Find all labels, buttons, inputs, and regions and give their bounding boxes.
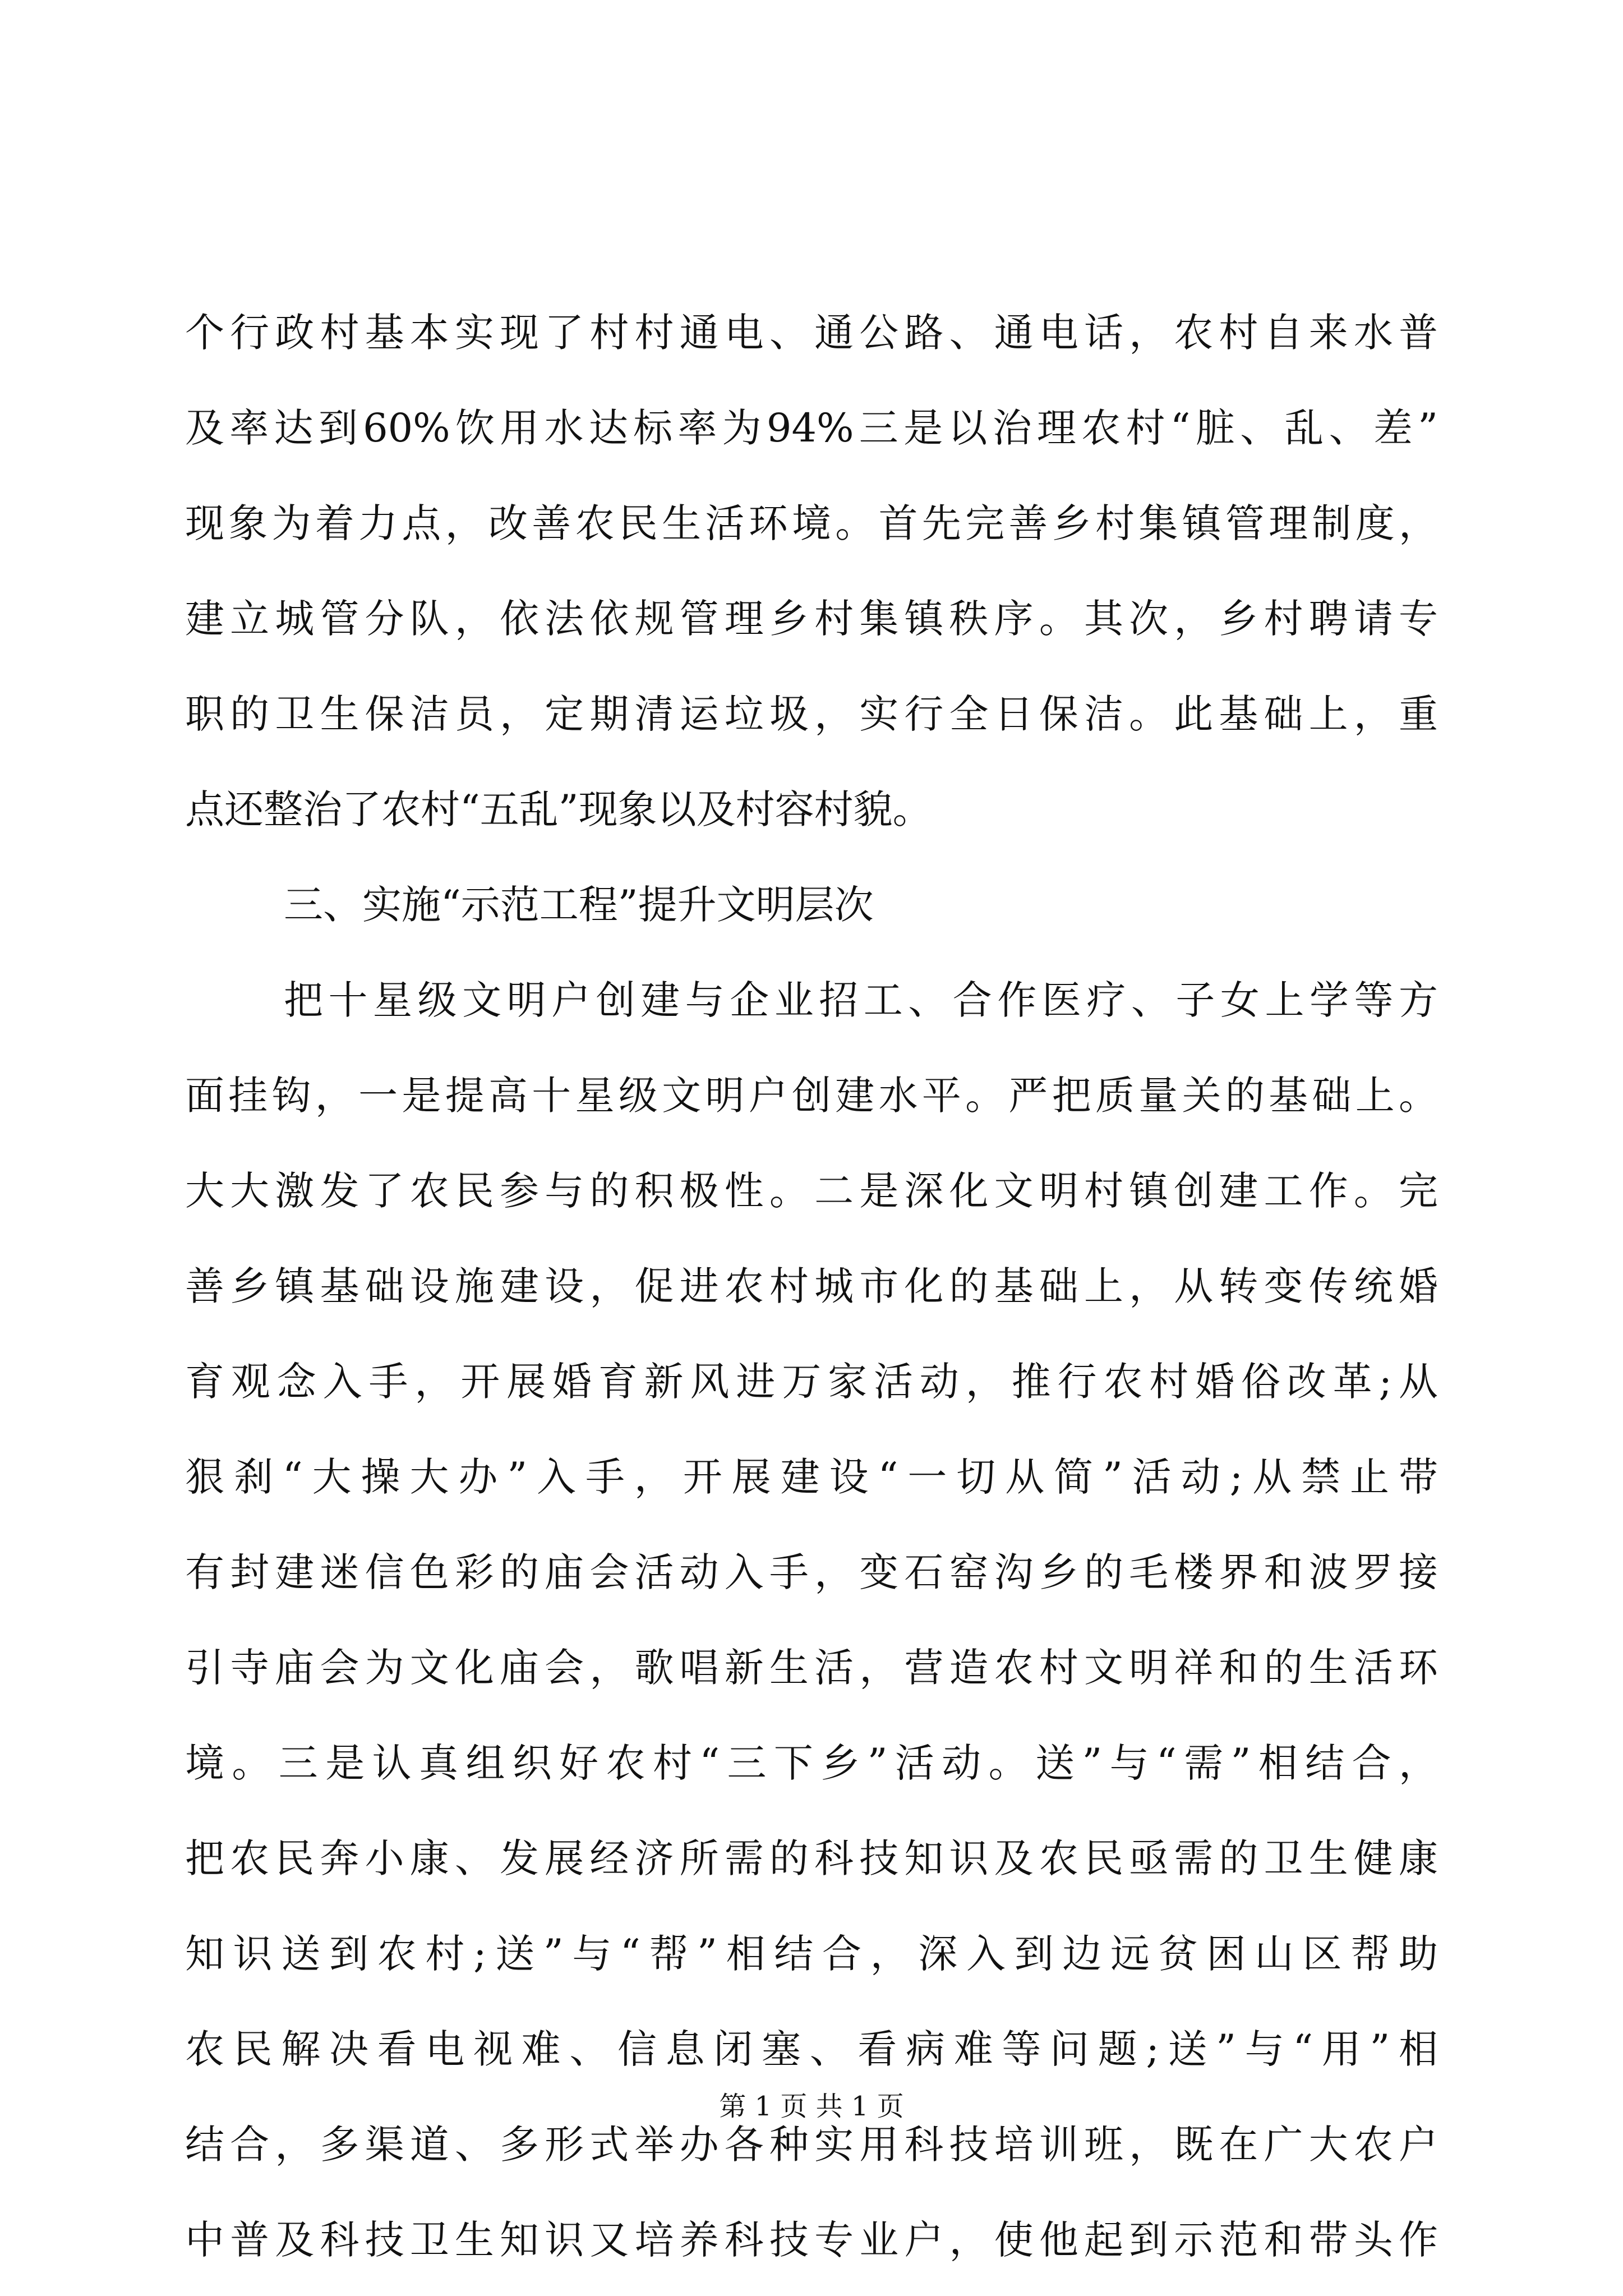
text-line: 育观念入手，开展婚育新风进万家活动，推行农村婚俗改革;从 <box>185 1359 1438 1405</box>
text-line: 把十星级文明户创建与企业招工、合作医疗、子女上学等方 <box>284 977 1438 1023</box>
text-line: 现象为着力点，改善农民生活环境。首先完善乡村集镇管理制度， <box>185 500 1438 546</box>
body-text <box>185 285 1438 2288</box>
text-line: 点还整治了农村“五乱”现象以及村容村貌。 <box>185 786 932 832</box>
page-number: 第 1 页 共 1 页 <box>719 2091 904 2122</box>
text-line: 境。三是认真组织好农村“三下乡”活动。送”与“需”相结合， <box>185 1740 1438 1786</box>
text-line: 大大激发了农民参与的积极性。二是深化文明村镇创建工作。完 <box>185 1168 1438 1214</box>
section-heading: 三、实施“示范工程”提升文明层次 <box>284 882 874 928</box>
text-line: 个行政村基本实现了村村通电、通公路、通电话，农村自来水普 <box>185 310 1438 356</box>
text-line: 农民解决看电视难、信息闭塞、看病难等问题;送”与“用”相 <box>185 2026 1438 2072</box>
text-line: 有封建迷信色彩的庙会活动入手，变石窑沟乡的毛楼界和波罗接 <box>185 1549 1438 1595</box>
text-line: 及率达到60%饮用水达标率为94%三是以治理农村“脏、乱、差” <box>185 405 1438 451</box>
text-line: 面挂钩，一是提高十星级文明户创建水平。严把质量关的基础上。 <box>185 1073 1438 1119</box>
text-line: 中普及科技卫生知识又培养科技专业户，使他起到示范和带头作 <box>185 2217 1438 2263</box>
text-line: 狠刹“大操大办”入手，开展建设“一切从简”活动;从禁止带 <box>185 1454 1438 1500</box>
text-line: 结合，多渠道、多形式举办各种实用科技培训班，既在广大农户 <box>185 2122 1438 2168</box>
text-line: 引寺庙会为文化庙会，歌唱新生活，营造农村文明祥和的生活环 <box>185 1645 1438 1691</box>
text-line: 知识送到农村;送”与“帮”相结合，深入到边远贫困山区帮助 <box>185 1931 1438 1977</box>
text-line: 把农民奔小康、发展经济所需的科技知识及农民亟需的卫生健康 <box>185 1835 1438 1881</box>
text-line: 建立城管分队，依法依规管理乡村集镇秩序。其次，乡村聘请专 <box>185 596 1438 642</box>
text-line: 善乡镇基础设施建设，促进农村城市化的基础上，从转变传统婚 <box>185 1263 1438 1309</box>
text-line: 职的卫生保洁员，定期清运垃圾，实行全日保洁。此基础上，重 <box>185 691 1438 737</box>
page-footer <box>0 2087 1623 2126</box>
